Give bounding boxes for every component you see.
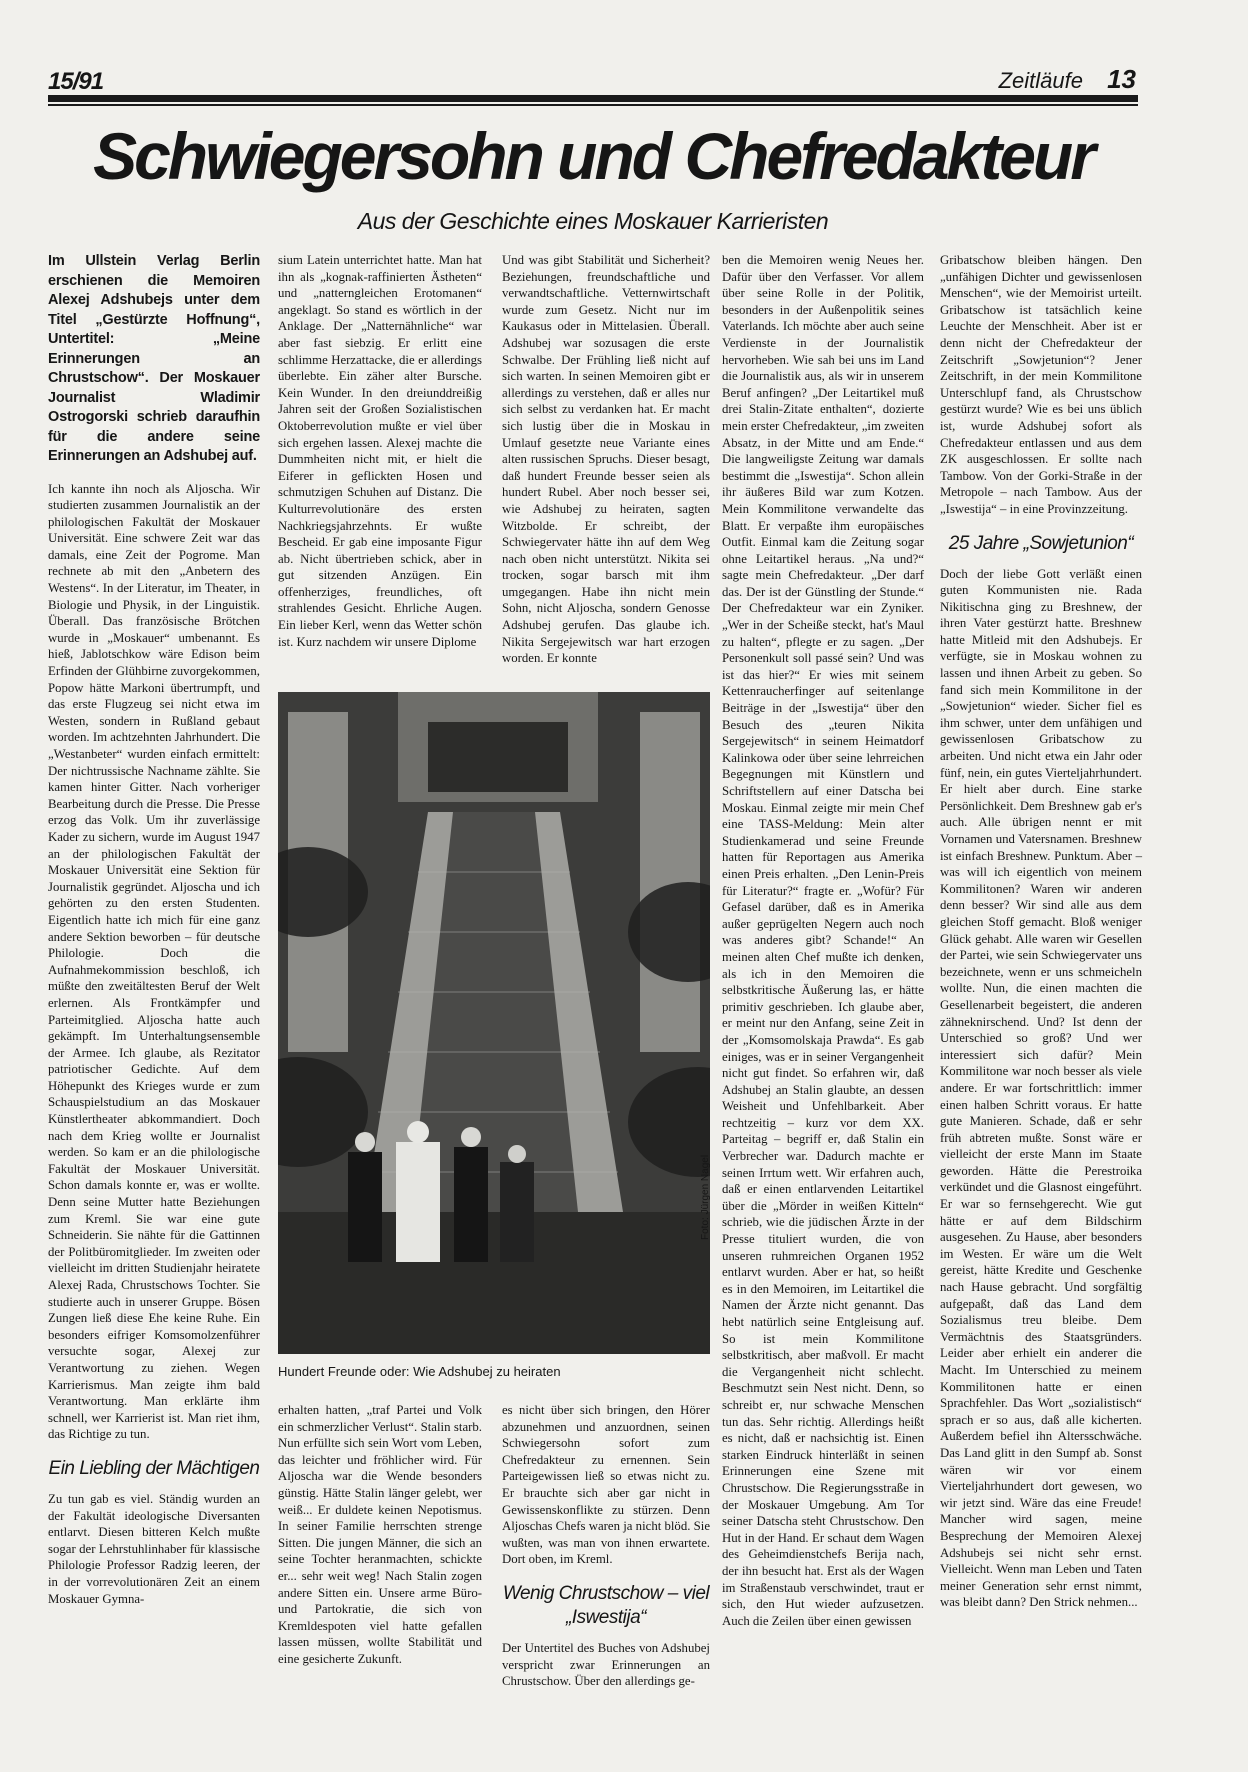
header-rule-thin xyxy=(48,104,1138,106)
lead-paragraph: Im Ullstein Verlag Berlin erschienen die Memoiren Alexej Adshubejs unter dem Titel „Gestürzte Hoffnung“, Untertitel: „Meine Erinnerungen an Chrustschow“. Der Moskauer Journalist Wladimir Ostrogorski schrieb daraufhin für die andere seine Erinnerungen an Adshubej auf. xyxy=(48,253,260,464)
column-1-text-cont: Zu tun gab es viel. Ständig wurden an der Fakultät ideologische Diversanten entlarvt. Diesen bitteren Kelch mußte sogar der Lehrstuhlinhaber für klassische Philologie Professor Radzig leeren, der in der vorrevolutionären Zeit an einem Moskauer Gymna- xyxy=(48,1491,260,1606)
column-2-text: sium Latein unterrichtet hatte. Man hat ihn als „kognak-raffinierten Ästheten“ und „natterngleichen Erotomanen“ angeklagt. So stand es wörtlich in der Anklage. Der „Natternähnliche“ war aber fast siebzig. Er erlitt eine schlimme Herzattacke, die er allerdings überlebte. Ein zäher alter Bursche. Kein Wunder. In den dreiunddreißig Jahren seit der Großen Sozialistischen Oktoberrevolution mußte er viel über sich ergehen lassen. Alexej machte die Dummheiten nicht mit, er hielt die Eiferer in geflickten Hosen und schmutzigen Schuhen auf Distanz. Die Kulturrevolutionäre des ersten Nachkriegsjahrzehnts. Er wußte Bescheid. Er gab eine imposante Figur ab. Nicht übertrieben schick, aber in gut sitzenden Anzügen. Ein offenherziges, freundliches, oft strahlendes Gesicht. Ehrliche Augen. Ein lieber Kerl, wenn das Wetter schön ist. Kurz nachdem wir unsere Diplome xyxy=(278,253,482,649)
column-3 xyxy=(502,252,710,667)
section-title: Zeitläufe xyxy=(998,68,1083,93)
article-subheadline: Aus der Geschichte eines Moskauer Karrieristen xyxy=(357,208,829,234)
column-5-text: Gribatschow bleiben hängen. Den „unfähigen Dichter und gewissenlosen Menschen“, wie der Memoirist urteilt. Gribatschow ist tatsächlich keine Leuchte der Menschheit. Aber ist er denn nicht der Chefredakteur der Zeitschrift „Sowjetunion“? Jener Zeitschrift, in der mein Kommilitone Unterschlupf fand, als Chrustschow gestürzt wurde? Wie es bei uns üblich ist, wurde Adshubej sofort als Chefredakteur entlassen und aus dem ZK ausgeschlossen. Er sollte nach Tambow. Von der Gorki-Straße in der Metropole – nach Tambow. Aus der „Iswestija“ – in eine Provinzzeitung. xyxy=(940,253,1142,516)
column-2 xyxy=(278,252,482,650)
subhead-sowjetunion: 25 Jahre „Sowjetunion“ xyxy=(948,532,1134,554)
issue-number: 15/91 xyxy=(48,68,104,95)
column-2-lower-text: erhalten hatten, „traf Partei und Volk ein schmerzlicher Verlust“. Stalin starb. Nun erfüllte sich sein Wort vom Leben, das leichter und fröhlicher wird. Für Aljoscha war die Wende besonders günstig. Hätte Stalin länger gelebt, wer weiß... Er duldete keinen Nepotismus. In seiner Familie herrschten strenge Sitten. Die jungen Männer, die sich an seine Tochter heranmachten, schickte er... sehr weit weg! Nach Stalin zogen andere Sitten ein. Unsere arme Büro- und Partokratie, die sich von Kremldespoten viel hatte gefallen lassen müssen, wollte Stabilität und eine gesicherte Zukunft. xyxy=(278,1403,482,1666)
column-3-text: Und was gibt Stabilität und Sicherheit? Beziehungen, freundschaftliche und verwandtschaftliche. Vetternwirtschaft wurde zum Gesetz. Nicht nur im Kaukasus oder in Mittelasien. Überall. Adshubej war sozusagen die erste Schwalbe. Der Frühling ließ nicht auf sich warten. In seinen Memoiren gibt er allerdings zu verstehen, daß er alles nur sich selbst zu verdanken hat. Er macht sich lustig über die in Moskau in Umlauf gesetzte neue Variante eines alten russischen Spruchs. Dieser besagt, daß hundert Freunde besser seien als hundert Rubel. Aber noch besser sei, wie Adshubej zu heiraten, sagten Witzbolde. Er schreibt, der Schwiegervater hätte ihn auf dem Weg nach oben nicht unterstützt. Nikita sei trocken, sogar barsch mit ihm umgegangen. Habe ihn nicht mein Sohn, nicht Aljoscha, sondern Genosse Adshubej gerufen. Das glaube ich. Nikita Sergejewitsch war hart erzogen worden. Er konnte xyxy=(502,253,710,666)
column-3-lower-text: es nicht über sich bringen, den Hörer abzunehmen und anzuordnen, seinen Schwiegersohn sofort zum Chefredakteur zu ernennen. Sein Parteigewissen ließ so etwas nicht zu. Er brauchte sich aber gar nicht in Gewissenskonflikte zu stürzen. Denn Aljoschas Chefs waren ja nicht blöd. Sie wußten, was man von ihnen erwartete. Dort oben, im Kreml. xyxy=(502,1403,710,1567)
article-headline: Schwiegersohn und Chefredakteur xyxy=(93,119,1093,193)
header-rule-thick xyxy=(48,95,1138,102)
column-1 xyxy=(48,252,260,1607)
column-3-lower-text-cont: Der Untertitel des Buches von Adshubej verspricht zwar Erinnerungen an Chrustschow. Über den allerdings ge- xyxy=(502,1640,710,1689)
photo-caption: Hundert Freunde oder: Wie Adshubej zu heiraten xyxy=(278,1364,561,1379)
column-5 xyxy=(940,252,1142,1611)
column-2-lower xyxy=(278,1402,482,1668)
wedding-photo-image xyxy=(278,692,710,1354)
column-3-lower xyxy=(502,1402,710,1690)
column-4 xyxy=(722,252,924,1629)
photo-credit: Foto: Jürgen Nagel xyxy=(700,1154,711,1240)
column-4-text: ben die Memoiren wenig Neues her. Dafür über den Verfasser. Vor allem über seine Rolle in der Politik, besonders in der Außenpolitik seines Vaterlands. Ich möchte aber auch seine Verdienste in der Journalistik hervorheben. Wie sah bei uns im Land die Journalistik aus, als wir in unserem Beruf anfingen? „Der Leitartikel muß drei Stalin-Zitate enthalten“, dozierte mein erster Chefredakteur, „im zweiten Absatz, in der Mitte und am Ende.“ Die langweiligste Zeitung war damals bestimmt die „Iswestija“. Schon allein ihr äußeres Bild war zum Kotzen. Mein Kommilitone verwandelte das Blatt. Er verpaßte ihm europäisches Outfit. Einmal kam die Zeitung sogar ohne Leitartikel heraus. „Na und?“ sagte mein Chefredakteur. „Der darf das. Der ist der Günstling der Stunde.“ Der Chefredakteur war ein Zyniker. „Wer in der Scheiße steckt, hat's Maul zu halten“, pflegte er zu sagen. „Der Personenkult soll passé sein? Und was ist das hier?“ Er wies mit seinem Kettenraucherfinger auf seitenlange Beiträge in der „Iswestija“ über den Besuch des „teuren Nikita Sergejewitsch“ in seinem Heimatdorf Kalinkowa oder über seine lehrreichen Begegnungen mit Künstlern und Schriftstellern auf einer Datscha bei Moskau. Einmal zeigte mir mein Chef eine TASS-Meldung: Mein alter Studienkamerad und seine Freunde hatten für Reportagen aus Amerika einen Preis erhalten. „Den Lenin-Preis für Literatur?“ fragte er. „Wofür? Für Gefasel darüber, daß es in Amerika außer geprügelten Negern auch noch was anderes gibt? Schande!“ An meinen alten Chef mußte ich denken, als ich in den Memoiren die selbstkritische Äußerung las, er hätte primitiv geschrieben. Ich glaube aber, er meint nur den Anfang, seine Zeit in der „Komsomolskaja Prawda“. Es gab einiges, was er in seiner Vergangenheit nicht gut findet. So erfahren wir, daß Adshubej an Stalin glaubte, an dessen Weisheit und Unfehlbarkeit. Aber rechtzeitig – kurz vor dem XX. Parteitag – begriff er, daß Stalin ein Verbrecher war. Dadurch machte er seinen Irrtum wett. Wir erfahren auch, daß er einen entlarvenden Leitartikel über die „Mörder in weißen Kitteln“ schrieb, wie die jüdischen Ärzte in der Presse tituliert wurden, die von unseren ruhmreichen Organen 1952 entlarvt wurden. Aber er hat, so heißt es in den Memoiren, im Leitartikel die Namen der Ärzte nicht genannt. Das hebt natürlich seine Entgleisung auf. So ist mein Kommilitone selbstkritisch, aber maßvoll. Er macht die Vergangenheit nicht schlecht. Beschmutzt sein Nest nicht. Denn, so schreibt er, nur schwache Menschen tun das. Sehr richtig. Allerdings heißt es nicht, daß er nachsichtig ist. Einen starken Eindruck hinterläßt in seinen Erinnerungen eine Szene mit Chrustschow. Die Regierungsstraße in der Moskauer Umgebung. Am Tor seiner Datscha steht Chrustschow. Den Hut in der Hand. Er schaut dem Wagen des Geheimdienstchefs Berija nach, der ihn besucht hat. Erst als der Wagen im Straßenstaub verschwindet, traut er sich, den Hut wieder aufzusetzen. Auch die Zeilen über einen gewissen xyxy=(722,253,924,1628)
subhead-wenig-chrustschow: Wenig Chrustschow – viel „Iswestija“ xyxy=(502,1582,710,1628)
column-1-text: Ich kannte ihn noch als Aljoscha. Wir studierten zusammen Journalistik an der philologischen Fakultät der Moskauer Universität. Eine schwere Zeit war das damals, eine Zeit der Pogrome. Man rechnete ab mit den „Anbetern des Westens“. In der Literatur, im Theater, in Biologie und Physik, in der Linguistik. Überall. Das französische Brötchen wurde in „Moskauer“ umbenannt. Es hieß, Jablotschkow wäre Edison beim Erfinden der Glühbirne zuvorgekommen, Popow hätte Markoni übertrumpft, und das erste Flugzeug sei nicht etwa im Westen, sondern in Rußland gebaut worden. Im achtzehnten Jahrhundert. Die „Westanbeter“ wurden einfach ermittelt: Der nichtrussische Nachname zählte. Sie kamen hinter Gitter. Nach vorheriger Bearbeitung durch die Presse. Die Presse erzog das Volk. Um ihr zuverlässige Kader zu sichern, wurde im August 1947 an der philologischen Fakultät der Moskauer Universität eine Sektion für Journalistik gegründet. Aljoscha und ich gehörten zu den ersten Studenten. Eigentlich hatte ich mich für eine ganz andere Sektion beworben – für deutsche Philologie. Doch die Aufnahmekommission beschloß, ich müßte den zweitältesten Beruf der Welt erlernen. Als Frontkämpfer und Parteimitglied. Aljoscha hatte auch gekämpft. Im Unterhaltungsensemble der Armee. Ich glaube, als Rezitator patriotischer Gedichte. Auf dem Höhepunkt des Krieges wurde er zum Schauspielstudium an das Moskauer Künstlertheater abkommandiert. Doch nach dem Krieg wollte er Journalist werden. So kam er an die philologische Fakultät der Moskauer Universität. Schon damals konnte er, was er wollte. Denn seine Mutter hatte Beziehungen zum Kreml. Sie war eine gute Schneiderin. Sie nähte für die Gattinnen der Politbüromitglieder. Im zweiten oder vielleicht im dritten Studienjahr heiratete Alexej Rada, Chrustschows Tochter. Sie studierte auch in unserer Gruppe. Bösen Zungen ließ diese Ehe keine Ruhe. Ein besonders eifriger Komsomolzenführer versuchte sogar, Alexej zur Verantwortung zu ziehen. Wegen Karrierismus. Man zeigte ihm bald Verantwortung. Man erklärte ihm schnell, wer Karrierist ist. Man riet ihm, das Richtige zu tun. xyxy=(48,481,260,1442)
wedding-photo xyxy=(278,692,710,1354)
page-number: 13 xyxy=(1107,64,1136,94)
subhead-liebling: Ein Liebling der Mächtigen xyxy=(48,1457,260,1479)
column-5-text-cont: Doch der liebe Gott verläßt einen guten Kommunisten nie. Rada Nikitischna ging zu Breshnew, der ihren Vater gestürzt hatte. Breshnew hatte Mitleid mit den Adshubejs. Er verfügte, sie in Moskau wohnen zu lassen und ihnen Arbeit zu geben. So fand sich mein Kommilitone in der „Sowjetunion“ wieder. Sicher fiel es ihm schwer, unter dem unfähigen und gewissenlosen Gribatschow zu arbeiten. Und nicht etwa ein Jahr oder fünf, nein, ein gutes Vierteljahrhundert. Er hielt aber durch. Eine starke Persönlichkeit. Dem Breshnew gab er's auch. Alle übrigen nennt er mit Vornamen und Vatersnamen. Breshnew ist einfach Breshnew. Punktum. Aber – was will ich eigentlich von meinem Kommilitonen? Waren wir anderen denn besser? Wir sind alle aus dem gleichen Stoff gemacht. Bloß weniger Glück gehabt. Alle waren wir Gesellen der Partei, wie sein Schwiegervater uns bezeichnete, wenn er uns schmeicheln wollte. Nun, die einen machten die Gesellenarbeit begeistert, die anderen zähneknirschend. Und? Ist denn der Unterschied so groß? Und wer interessiert sich dafür? Mein Kommilitone war noch besser als viele andere. Er war fortschrittlich: immer einen halben Schritt voraus. Er hatte gute Manieren. Schade, daß er sehr früh abtreten mußte. Sonst wäre er vielleicht der erste Mann im Staate geworden. Hätte die Perestroika verkündet und die Glasnost eingeführt. Er war so fernsehgerecht. Wie gut hätte er auf dem Bildschirm ausgesehen. Zu Hause, aber besonders im Westen. Er wäre um die Welt gereist, hätte Kredite und Geschenke nach Hause gebracht. Und sorgfältig aufgepaßt, daß das Land dem Sozialismus treu bleibe. Dem Vermächtnis des Staatsgründers. Leider aber erhielt ein anderer die Macht. Im Unterschied zu meinem Kommilitonen hatte er einen Sprachfehler. Das Wort „sozialistisch“ sprach er so aus, daß alle kicherten. Außerdem befiel ihn Altersschwäche. Das Land glitt in den Sumpf ab. Sonst wären wir vor einem Vierteljahrhundert dort gewesen, wo wir jetzt sind. Wäre das eine Freude! Mancher wird sagen, meine Besprechung der Memoiren Alexej Adshubejs sei nicht sehr ernst. Vielleicht. Wenn man Leben und Taten meiner Generation sehr ernst nimmt, was bleibt dann? Den Strick nehmen... xyxy=(940,566,1142,1610)
